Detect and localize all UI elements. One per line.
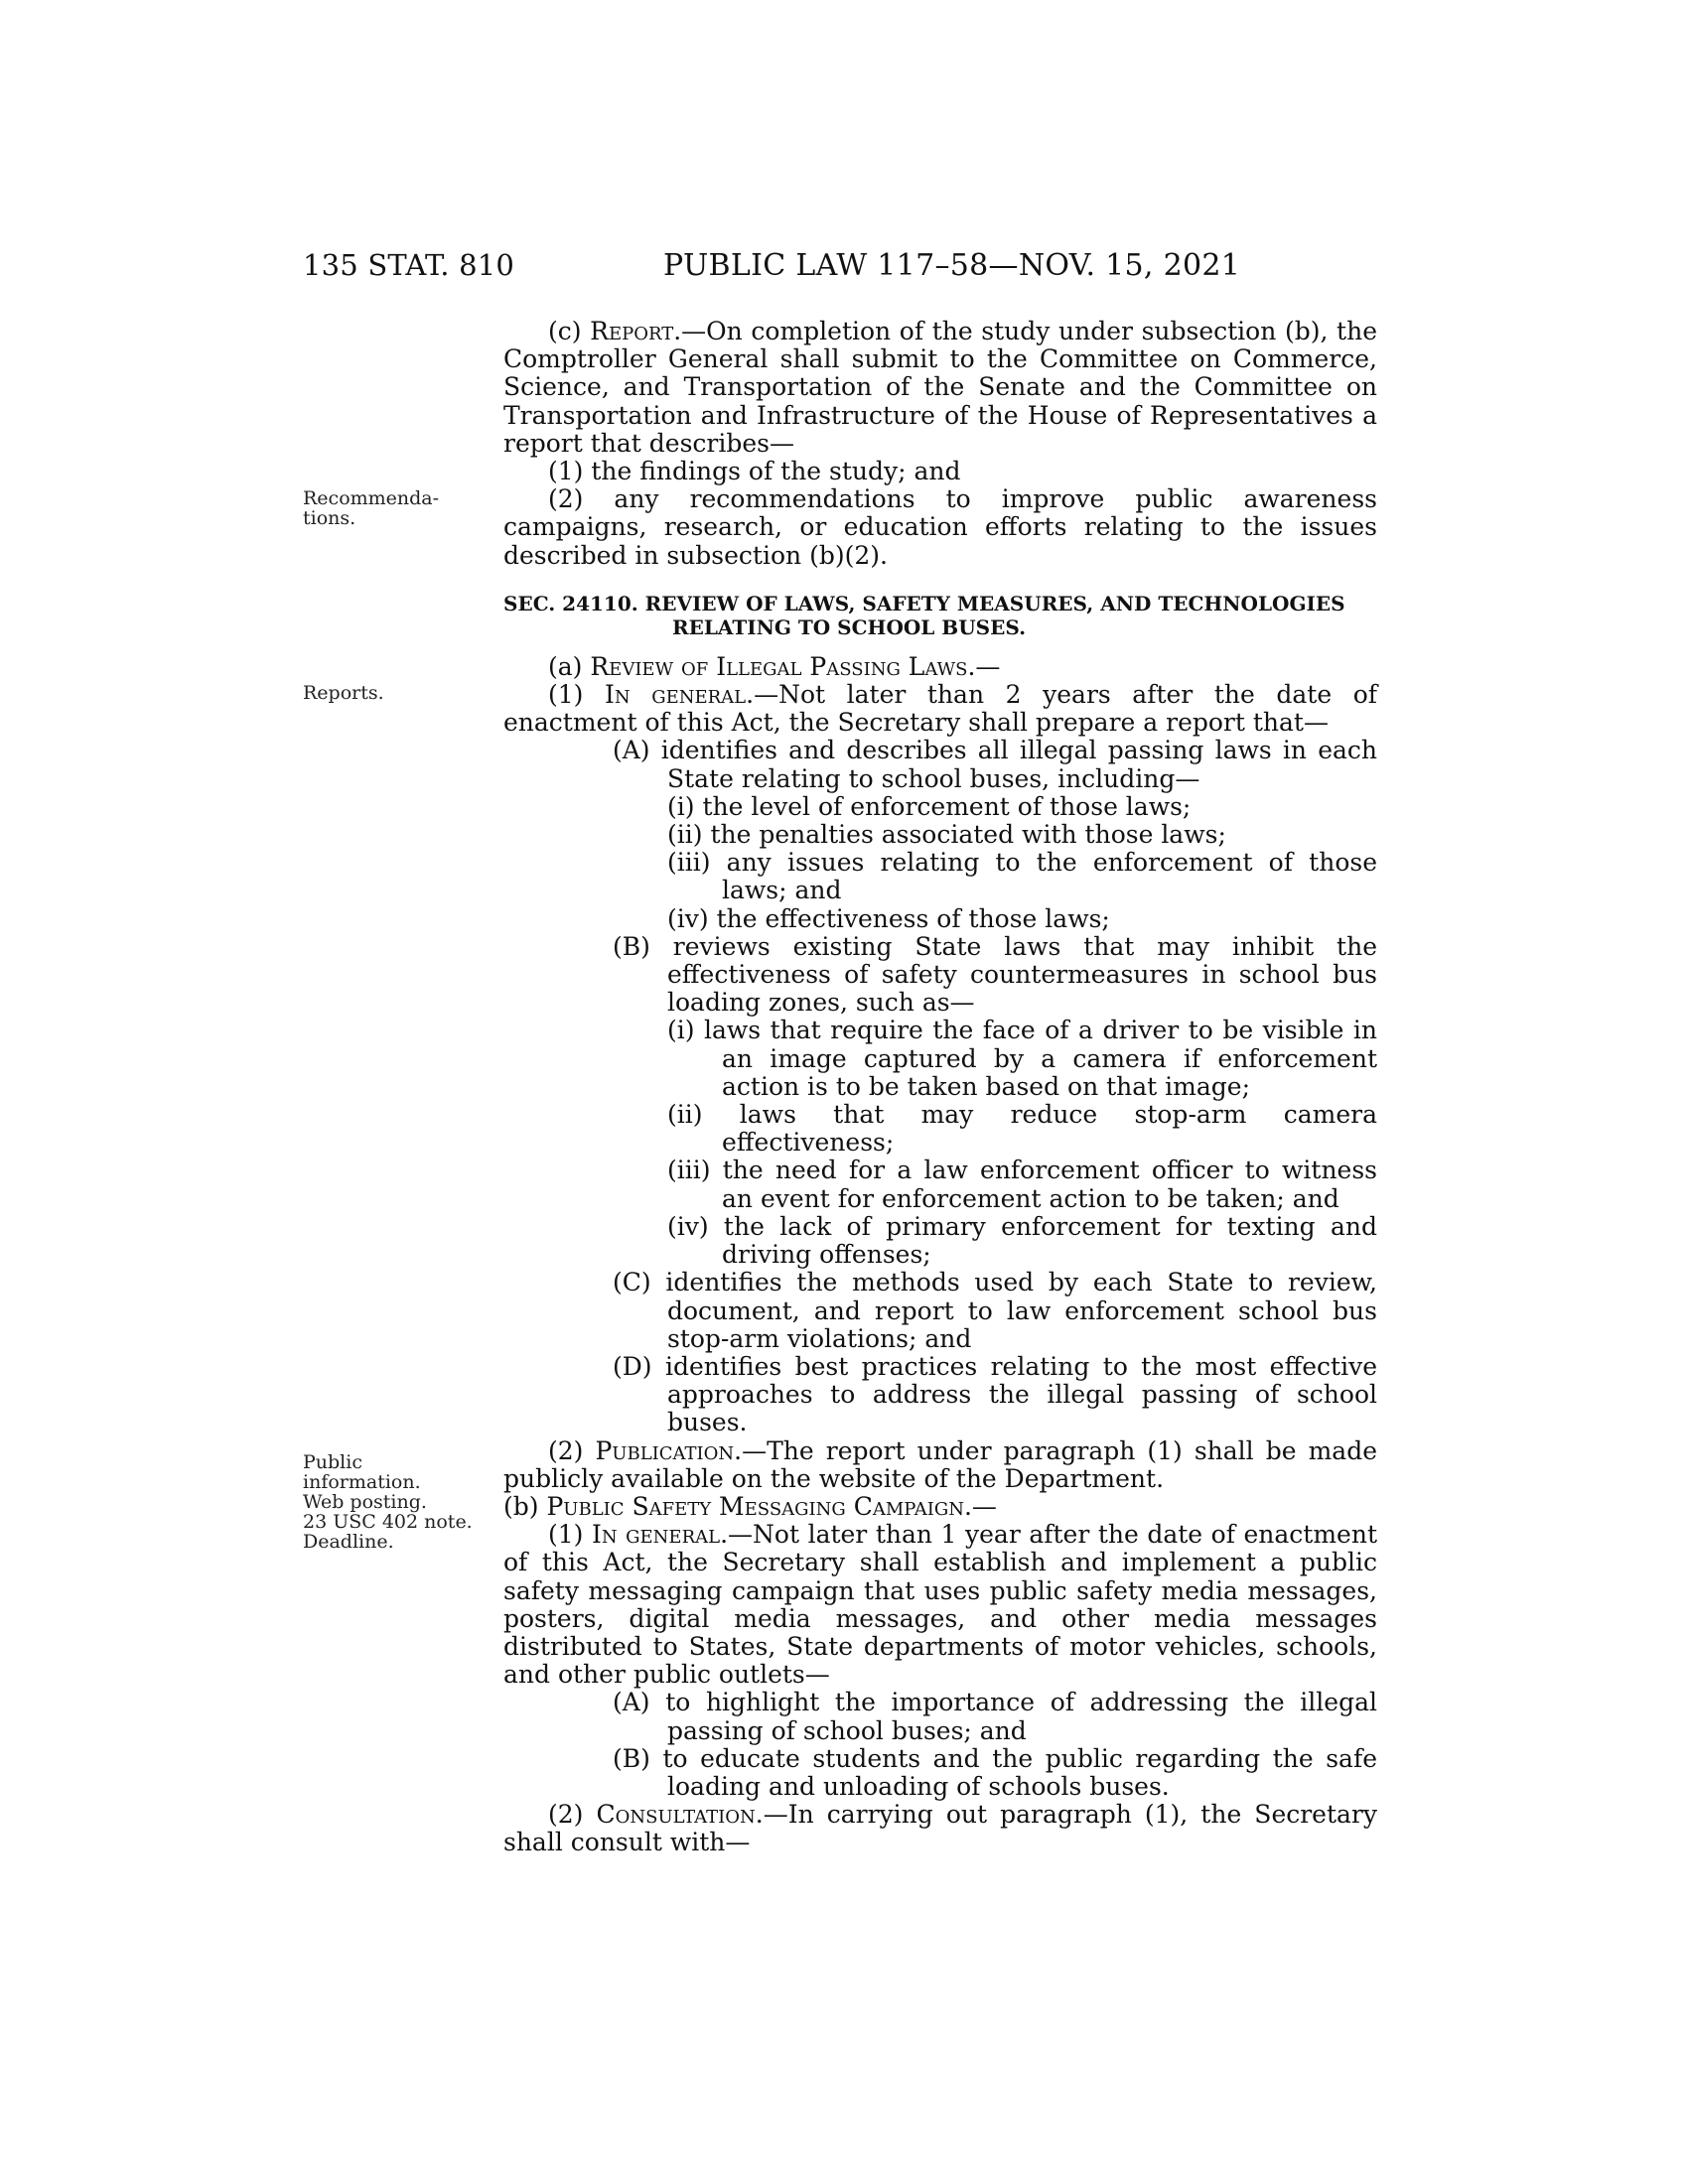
paragraph-a2: (2) Publication.—The report under paragraph (1) shall be made publicly available on the website of the Department. <box>503 1435 1377 1493</box>
clause-A-iii: (iii) any issues relating to the enforcement of those laws; and <box>667 848 1377 905</box>
clause-B-i: (i) laws that require the face of a driver to be visible in an image captured by a camera if enforcement action is to be taken based on that image; <box>667 1016 1377 1101</box>
subparagraph-C: (C) identifies the methods used by each State to review, document, and report to law enforcement school bus stop-arm violations; and <box>613 1268 1377 1353</box>
paragraph-c2: (2) any recommendations to improve public awareness campaigns, research, or education efforts relating to the issues described in subsection (b)(2). <box>503 484 1377 570</box>
clause-B-ii: (ii) laws that may reduce stop-arm camera effectiveness; <box>667 1100 1377 1158</box>
clause-A-i: (i) the level of enforcement of those laws; <box>667 791 1192 821</box>
statute-body <box>503 318 1377 1857</box>
margin-note-recommendations: Recommenda- tions. <box>303 487 440 529</box>
section-heading: SEC. 24110. REVIEW OF LAWS, SAFETY MEASURES, AND TECHNOLOGIES RELATING TO SCHOOL BUSES. <box>503 591 1345 639</box>
subsection-a: (a) Review of Illegal Passing Laws.— <box>548 651 1001 681</box>
subparagraph-bA: (A) to highlight the importance of addressing the illegal passing of school buses; and <box>613 1688 1377 1745</box>
subparagraph-A: (A) identifies and describes all illegal passing laws in each State relating to school buses, including— <box>613 736 1377 793</box>
subparagraph-B: (B) reviews existing State laws that may inhibit the effectiveness of safety countermeasures in school bus loading zones, such as— <box>613 931 1377 1018</box>
clause-A-iv: (iv) the effectiveness of those laws; <box>667 903 1110 933</box>
paragraph-a1: (1) In general.—Not later than 2 years after the date of enactment of this Act, the Secretary shall prepare a report that— <box>503 680 1377 738</box>
stat-reference: 135 STAT. 810 <box>303 248 515 282</box>
running-title: PUBLIC LAW 117–58—NOV. 15, 2021 <box>663 248 1241 283</box>
subparagraph-bB: (B) to educate students and the public regarding the safe loading and unloading of schools buses. <box>613 1743 1377 1801</box>
margin-note-reports: Reports. <box>303 682 384 704</box>
clause-B-iii: (iii) the need for a law enforcement officer to witness an event for enforcement action to be taken; and <box>667 1156 1377 1213</box>
subsection-b: (b) Public Safety Messaging Campaign.— <box>503 1491 997 1521</box>
margin-note-public-information: Public information. Web posting. 23 USC 402 note. Deadline. <box>303 1451 473 1553</box>
subparagraph-D: (D) identifies best practices relating to the most effective approaches to address the illegal passing of school buses. <box>613 1351 1377 1437</box>
subsection-c: (c) Report.—On completion of the study under subsection (b), the Comptroller General shall submit to the Committee on Commerce, Science, and Transportation of the Senate and the Committee on Transportation and Infrastructure of the House of Representatives a report that describes— <box>503 317 1377 458</box>
paragraph-b1: (1) In general.—Not later than 1 year after the date of enactment of this Act, the Secretary shall establish and implement a public safety messaging campaign that uses public safety media messages, posters, digital media messages, and other media messages distributed to States, State departments of motor vehicles, schools, and other public outlets— <box>503 1520 1377 1690</box>
page-header <box>0 248 1688 288</box>
clause-A-ii: (ii) the penalties associated with those laws; <box>667 820 1226 850</box>
paragraph-c1: (1) the findings of the study; and <box>548 457 961 486</box>
clause-B-iv: (iv) the lack of primary enforcement for texting and driving offenses; <box>667 1211 1377 1270</box>
paragraph-b2: (2) Consultation.—In carrying out paragraph (1), the Secretary shall consult with— <box>503 1800 1378 1857</box>
